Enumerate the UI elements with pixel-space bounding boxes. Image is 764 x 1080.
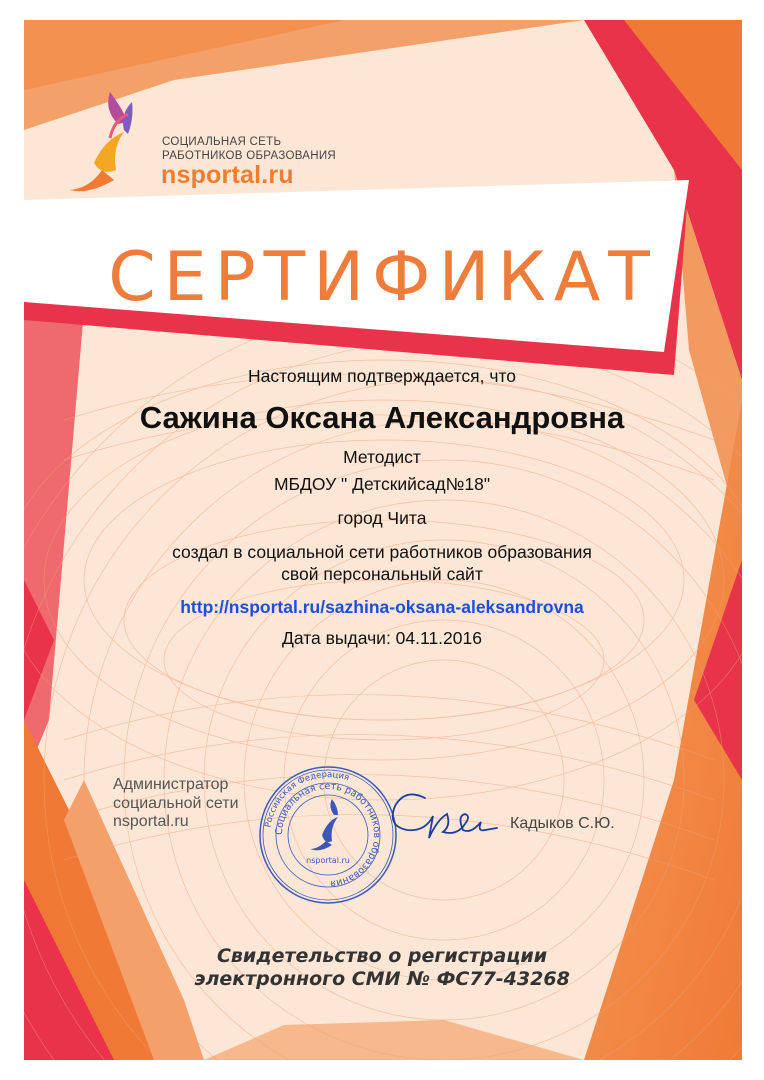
stamp-outer-text: Российская Федерация bbox=[263, 769, 351, 829]
logo-text-line2: РАБОТНИКОВ ОБРАЗОВАНИЯ bbox=[162, 150, 337, 162]
registration-line1: Свидетельство о регистрации bbox=[216, 945, 548, 967]
certificate-title: СЕРТИФИКАТ bbox=[108, 238, 658, 317]
person-name: Сажина Оксана Александровна bbox=[139, 400, 625, 435]
stamp-flame-icon bbox=[310, 799, 338, 850]
organization-text: МБДОУ " Детскийсад№18" bbox=[273, 474, 491, 494]
admin-label-line1: Администратор bbox=[113, 776, 229, 793]
intro-text: Настоящим подтверждается, что bbox=[247, 366, 517, 386]
issue-date: Дата выдачи: 04.11.2016 bbox=[282, 628, 482, 648]
official-stamp bbox=[258, 765, 398, 905]
created-text-line2: свой персональный сайт bbox=[281, 564, 483, 584]
logo-text-line1: СОЦИАЛЬНАЯ СЕТЬ bbox=[162, 136, 282, 148]
registration-line2: электронного СМИ № ФС77-43268 bbox=[194, 968, 570, 990]
admin-label-line2: социальной сети bbox=[113, 795, 239, 812]
admin-label-line3: nsportal.ru bbox=[113, 813, 189, 830]
city-text: город Чита bbox=[337, 508, 427, 528]
logo-site: nsportal.ru bbox=[161, 161, 294, 189]
position-text: Методист bbox=[343, 447, 421, 467]
signer-name: Кадыков С.Ю. bbox=[510, 815, 615, 832]
stamp-inner-text: Социальная сеть работников образования bbox=[273, 780, 383, 890]
signature-icon bbox=[385, 786, 500, 846]
personal-site-link[interactable]: http://nsportal.ru/sazhina-oksana-aleksandrovna bbox=[180, 597, 584, 617]
created-text-line1: создал в социальной сети работников образования bbox=[172, 542, 592, 562]
stamp-center-text: nsportal.ru bbox=[306, 856, 350, 865]
